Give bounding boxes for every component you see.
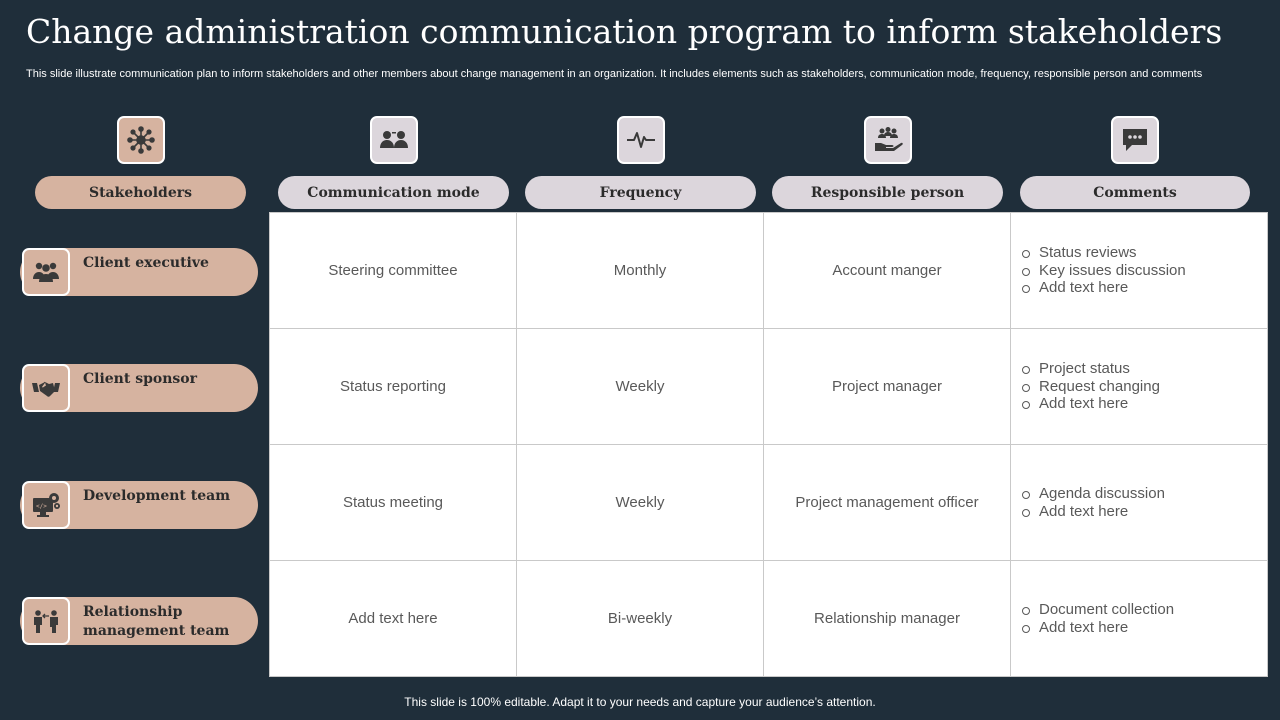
header-comments: Comments [1020,176,1250,209]
table-row [270,445,1268,561]
stakeholder-label: Client sponsor [83,371,197,387]
hand-people-icon [864,116,912,164]
page-subtitle: This slide illustrate communication plan to inform stakeholders and other members about change management in an organization. It includes elements such as stakeholders, communication mode, frequency, responsible person and comments [26,68,1203,80]
svg-text:</>: </> [36,503,47,510]
stakeholder-client-sponsor [20,364,258,412]
responsible-person-cell: Account manger [764,213,1011,329]
table-row [270,561,1268,677]
header-stakeholders: Stakeholders [35,176,246,209]
stakeholder-relationship-management-team [20,597,258,645]
comment-item: Project status [1021,360,1267,378]
frequency-cell: Weekly [517,329,764,445]
stakeholder-label: Client executive [83,255,209,271]
communication-table [269,212,1268,677]
communication-mode-cell: Status meeting [270,445,517,561]
comment-item: Add text here [1021,619,1267,637]
comment-item: Status reviews [1021,244,1267,262]
header-communication-mode: Communication mode [278,176,509,209]
header-responsible-person: Responsible person [772,176,1003,209]
stakeholder-label: Development team [83,488,231,504]
frequency-cell: Weekly [517,445,764,561]
footer-note: This slide is 100% editable. Adapt it to your needs and capture your audience’s attention. [404,695,876,709]
stakeholder-client-executive [20,248,258,296]
comment-item: Document collection [1021,601,1267,619]
comments-cell [1011,329,1268,445]
table-row [270,213,1268,329]
comment-item: Request changing [1021,378,1267,396]
comments-list [1021,360,1267,413]
communication-mode-cell: Steering committee [270,213,517,329]
chat-bubble-icon [1111,116,1159,164]
communication-mode-cell: Status reporting [270,329,517,445]
comments-cell [1011,213,1268,329]
communication-mode-cell: Add text here [270,561,517,677]
comments-list [1021,485,1267,520]
comment-item: Add text here [1021,395,1267,413]
responsible-person-cell: Project management officer [764,445,1011,561]
responsible-person-cell: Relationship manager [764,561,1011,677]
comment-item: Add text here [1021,279,1267,297]
code-monitor-icon [22,481,70,529]
stakeholder-development-team [20,481,258,529]
comments-list [1021,601,1267,636]
frequency-cell: Bi-weekly [517,561,764,677]
page-title: Change administration communication program to inform stakeholders [26,12,1223,51]
header-frequency: Frequency [525,176,756,209]
comment-item: Key issues discussion [1021,262,1267,280]
network-icon [117,116,165,164]
people-exchange-icon [22,597,70,645]
comment-item: Add text here [1021,503,1267,521]
comment-item: Agenda discussion [1021,485,1267,503]
handshake-icon [22,364,70,412]
comments-cell [1011,561,1268,677]
conversation-icon [370,116,418,164]
comments-list [1021,244,1267,297]
stakeholder-label: Relationship management team [83,604,230,639]
frequency-cell: Monthly [517,213,764,329]
table-row [270,329,1268,445]
responsible-person-cell: Project manager [764,329,1011,445]
team-icon [22,248,70,296]
pulse-icon [617,116,665,164]
comments-cell [1011,445,1268,561]
